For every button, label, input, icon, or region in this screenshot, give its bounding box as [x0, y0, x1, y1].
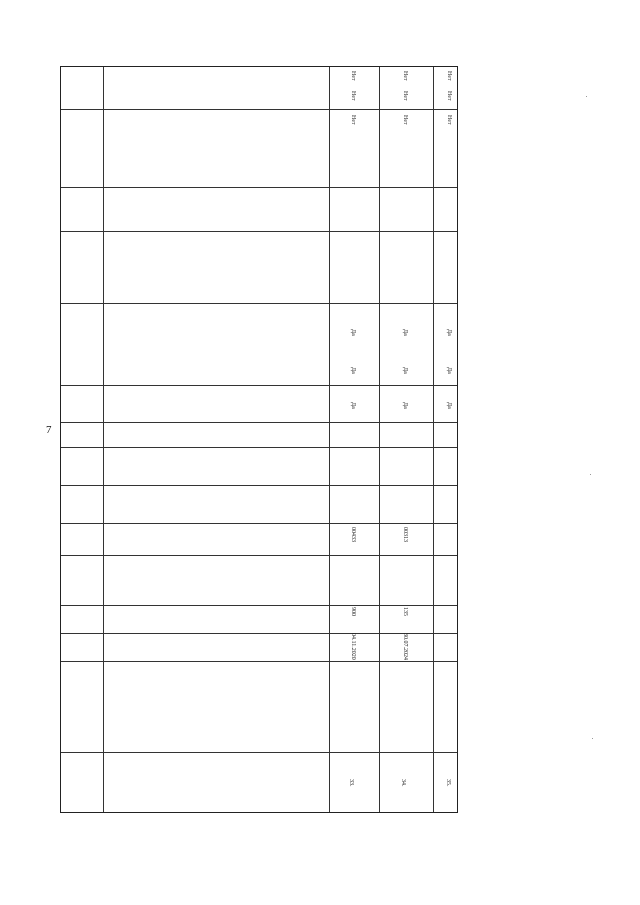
row-35-flag-2: Да — [446, 367, 452, 374]
row-33-flag-3: Да — [350, 329, 356, 336]
row-divider — [61, 633, 457, 634]
row-divider — [61, 422, 457, 423]
row-divider — [61, 385, 457, 386]
row-34-number: 34. — [400, 779, 406, 787]
row-33-f1: Нет — [350, 115, 356, 125]
row-34-reg-number: 135 — [402, 607, 408, 616]
row-33-date: 04.11.2020 — [350, 633, 356, 660]
row-33-number: 33. — [348, 779, 354, 787]
row-35-f2: Нет — [446, 91, 452, 101]
row-divider — [61, 661, 457, 662]
scan-speck — [590, 474, 591, 475]
scan-speck — [592, 738, 593, 739]
col-separator — [329, 67, 330, 812]
row-33-code: 00433 — [350, 527, 356, 542]
row-35-flag-1: Да — [446, 402, 452, 409]
row-divider — [61, 605, 457, 606]
row-33-flag-2: Да — [350, 367, 356, 374]
row-divider — [61, 231, 457, 232]
scan-speck — [586, 96, 587, 97]
row-divider — [61, 303, 457, 304]
row-34-f3: Нет — [402, 71, 408, 81]
row-divider — [61, 752, 457, 753]
row-divider — [61, 523, 457, 524]
row-34-flag-2: Да — [402, 367, 408, 374]
col-separator — [379, 67, 380, 812]
header-separator — [103, 67, 104, 812]
row-33-reg-number: 900 — [350, 607, 356, 616]
row-34-flag-3: Да — [402, 329, 408, 336]
row-divider — [61, 109, 457, 110]
row-divider — [61, 187, 457, 188]
col-separator — [433, 67, 434, 812]
row-divider — [61, 485, 457, 486]
row-35-number: 35. — [445, 779, 451, 787]
row-35-flag-3: Да — [446, 329, 452, 336]
row-33-f3: Нет — [350, 71, 356, 81]
row-34-flag-1: Да — [402, 402, 408, 409]
row-34-f1: Нет — [402, 115, 408, 125]
row-35-f3: Нет — [446, 71, 452, 81]
row-34-date: 30.07.2024 — [402, 633, 408, 660]
row-divider — [61, 555, 457, 556]
page-number: 7 — [46, 424, 52, 436]
row-34-code: 00313 — [402, 527, 408, 542]
row-divider — [61, 447, 457, 448]
requirements-table — [60, 66, 458, 813]
row-33-f2: Нет — [350, 91, 356, 101]
row-33-flag-1: Да — [350, 402, 356, 409]
row-34-f2: Нет — [402, 91, 408, 101]
row-35-f1: Нет — [446, 115, 452, 125]
